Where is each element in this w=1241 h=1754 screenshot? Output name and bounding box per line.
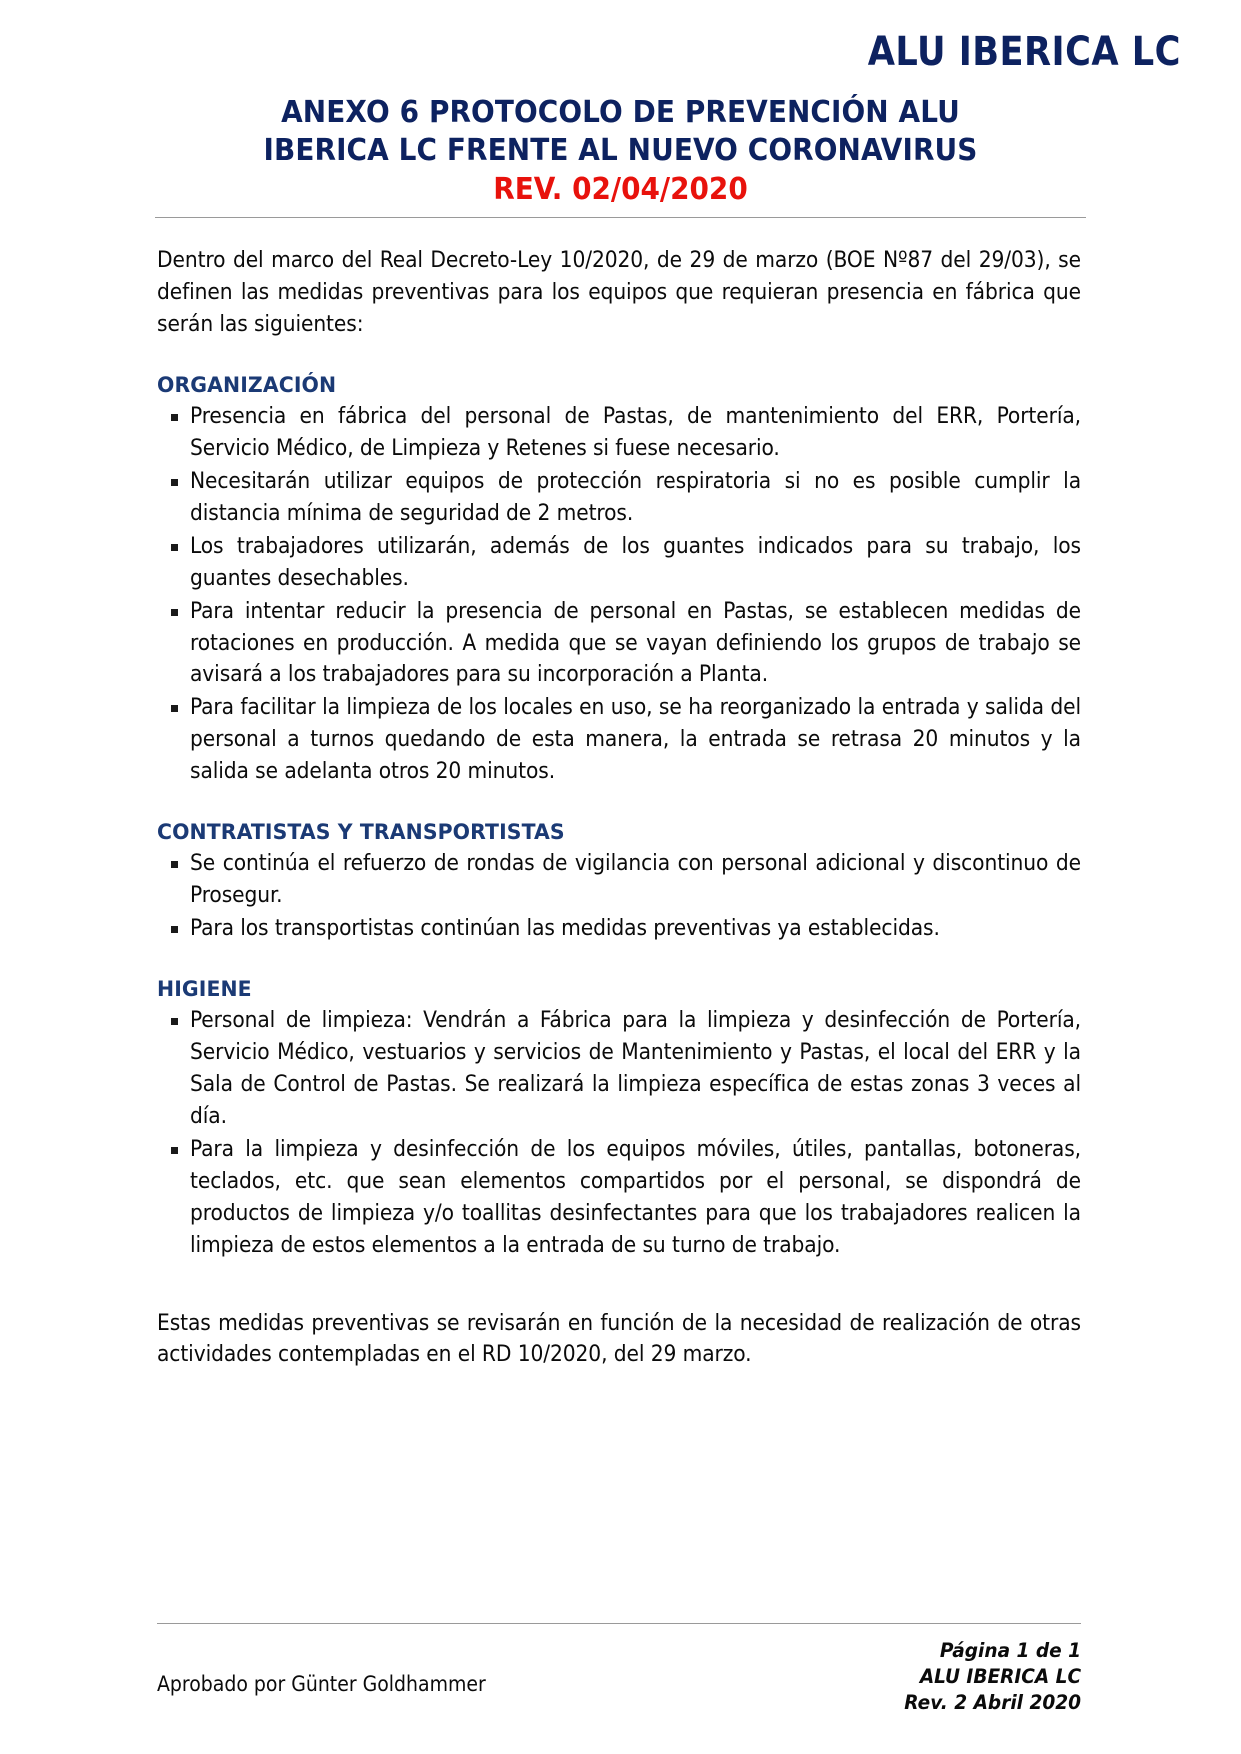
revision-title: REV. 02/04/2020 bbox=[493, 171, 748, 207]
list-item: Para los transportistas continúan las medidas preventivas ya establecidas. bbox=[157, 913, 1081, 945]
list-item: Necesitarán utilizar equipos de protección respiratoria si no es posible cumplir la distancia mínima de seguridad de 2 metros. bbox=[157, 466, 1081, 530]
document-footer bbox=[0, 1623, 1241, 1716]
list-item: Presencia en fábrica del personal de Pastas, de mantenimiento del ERR, Portería, Servicio Médico, de Limpieza y Retenes si fuese necesario. bbox=[157, 401, 1081, 465]
list-item: Los trabajadores utilizarán, además de los guantes indicados para su trabajo, los guantes desechables. bbox=[157, 531, 1081, 595]
list-item: Para intentar reducir la presencia de personal en Pastas, se establecen medidas de rotaciones en producción. A medida que se vayan definiendo los grupos de trabajo se avisará a los trabajadores para su incorporación a Planta. bbox=[157, 596, 1081, 692]
list-item: Personal de limpieza: Vendrán a Fábrica para la limpieza y desinfección de Portería, Servicio Médico, vestuarios y servicios de Mantenimiento y Pastas, el local del ERR y la Sala de Control de Pastas. Se realizará la limpieza específica de estas zonas 3 veces al día. bbox=[157, 1005, 1081, 1133]
page-number: Página 1 de 1 bbox=[939, 1639, 1081, 1663]
document-body bbox=[0, 245, 1241, 1371]
footer-meta bbox=[904, 1638, 1081, 1716]
list-item: Se continúa el refuerzo de rondas de vigilancia con personal adicional y discontinuo de Prosegur. bbox=[157, 848, 1081, 912]
section-heading-organizacion: ORGANIZACIÓN bbox=[157, 372, 337, 398]
page-title-line-2: IBERICA LC FRENTE AL NUEVO CORONAVIRUS bbox=[263, 133, 978, 169]
bullet-list-contratistas bbox=[157, 848, 1081, 945]
logo-header bbox=[0, 0, 1241, 75]
closing-block bbox=[157, 1308, 1081, 1372]
approved-by-text: Aprobado por Günter Goldhammer bbox=[157, 1672, 486, 1697]
section-heading-contratistas: CONTRATISTAS Y TRANSPORTISTAS bbox=[157, 820, 565, 846]
bullet-list-higiene bbox=[157, 1005, 1081, 1262]
closing-paragraph: Estas medidas preventivas se revisarán en función de la necesidad de realización de otras actividades contempladas en el RD 10/2020, del 29 marzo. bbox=[157, 1309, 1081, 1368]
bullet-list-organizacion bbox=[157, 401, 1081, 788]
section-organizacion bbox=[157, 373, 1081, 788]
footer-revision: Rev. 2 Abril 2020 bbox=[904, 1691, 1081, 1715]
footer-divider bbox=[157, 1623, 1081, 1624]
page-title-line-1: ANEXO 6 PROTOCOLO DE PREVENCIÓN ALU bbox=[281, 95, 960, 130]
company-logo: ALU IBERICA LC bbox=[867, 29, 1181, 75]
section-contratistas bbox=[157, 820, 1081, 945]
document-title-block bbox=[0, 94, 1241, 209]
section-heading-higiene: HIGIENE bbox=[157, 977, 252, 1003]
footer-company-name: ALU IBERICA LC bbox=[919, 1665, 1081, 1689]
intro-paragraph: Dentro del marco del Real Decreto-Ley 10/2020, de 29 de marzo (BOE Nº87 del 29/03), se definen las medidas preventivas para los equipos que requieran presencia en fábrica que serán las siguientes: bbox=[157, 247, 1081, 338]
section-higiene bbox=[157, 977, 1081, 1262]
header-divider bbox=[155, 217, 1086, 218]
list-item: Para facilitar la limpieza de los locales en uso, se ha reorganizado la entrada y salida del personal a turnos quedando de esta manera, la entrada se retrasa 20 minutos y la salida se adelanta otros 20 minutos. bbox=[157, 692, 1081, 788]
list-item: Para la limpieza y desinfección de los equipos móviles, útiles, pantallas, botoneras, teclados, etc. que sean elementos compartidos por el personal, se dispondrá de productos de limpieza y/o toallitas desinfectantes para que los trabajadores realicen la limpieza de estos elementos a la entrada de su turno de trabajo. bbox=[157, 1134, 1081, 1262]
